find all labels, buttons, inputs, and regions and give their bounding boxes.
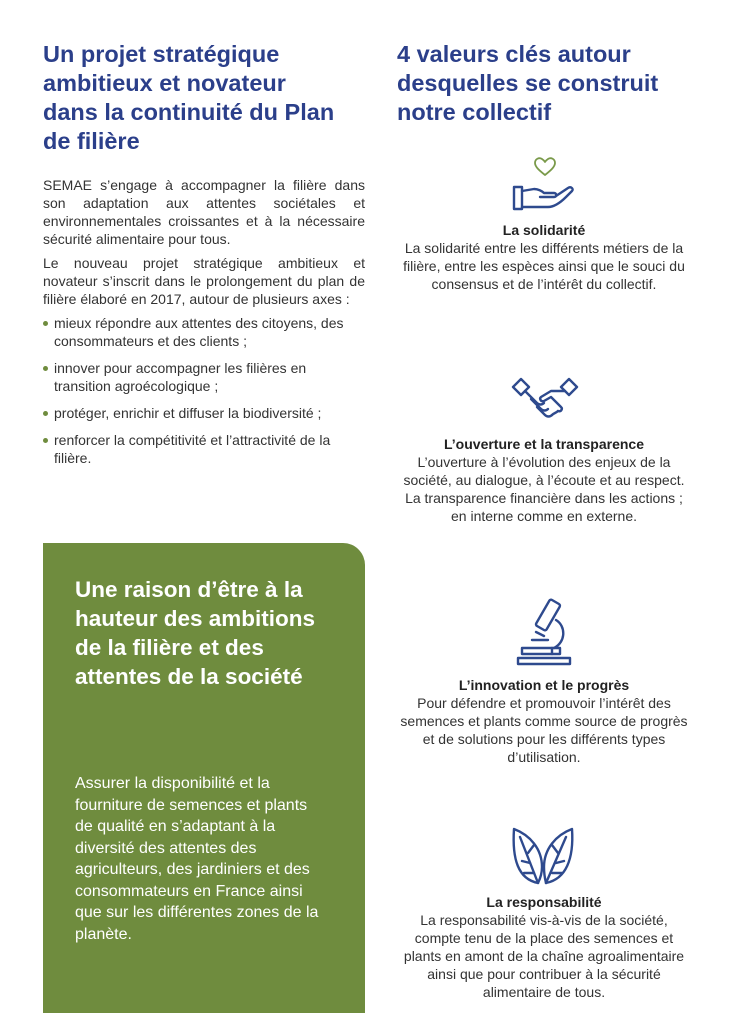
value-description: La solidarité entre les différents métiers de la filière, entre les espèces ainsi que le souci du consensus et de l’intérêt du collectif. xyxy=(403,240,685,292)
axis-item: mieux répondre aux attentes des citoyens, des consommateurs et des clients ; xyxy=(43,314,365,350)
value-openness xyxy=(400,435,688,525)
value-solidarity xyxy=(400,221,688,293)
value-description: La responsabilité vis-à-vis de la société, compte tenu de la place des semences et plants en amont de la chaîne agroalimentaire ainsi que pour contribuer à la sécurité alimentaire de tous. xyxy=(403,912,685,1000)
axis-item: renforcer la compétitivité et l’attractivité de la filière. xyxy=(43,431,365,467)
values-section-title: 4 valeurs clés autour desquelles se construit notre collectif xyxy=(397,41,659,125)
value-innovation xyxy=(400,676,688,766)
microscope-icon xyxy=(514,596,574,668)
value-title: L’innovation et le progrès xyxy=(458,677,630,693)
left-section-title: Un projet stratégique ambitieux et novateur dans la continuité du Plan de filière xyxy=(43,41,335,154)
axes-list xyxy=(43,314,365,467)
value-description: L’ouverture à l’évolution des enjeux de la société, au dialogue, à l’écoute et au respect. La transparence financière dans les actions ; en interne comme en externe. xyxy=(403,454,685,524)
left-section-body xyxy=(43,176,365,476)
value-responsibility xyxy=(400,893,688,1001)
handshake-icon xyxy=(509,369,581,427)
raison-d-etre-box xyxy=(43,543,365,1013)
raison-d-etre-text: Assurer la disponibilité et la fourniture de semences et plants de qualité en s’adaptant à la diversité des attentes des agriculteurs, des jardiniers et des consommateurs en France ainsi que sur les différentes zones de la planète. xyxy=(75,775,319,943)
value-title: La responsabilité xyxy=(486,894,602,910)
raison-d-etre-title: Une raison d’être à la hauteur des ambitions de la filière et des attentes de la société xyxy=(75,577,316,689)
value-description: Pour défendre et promouvoir l’intérêt des semences et plants comme source de progrès et de solutions pour les différents types d’utilisation. xyxy=(400,695,688,765)
project-paragraph: Le nouveau projet stratégique ambitieux et novateur s’inscrit dans le prolongement du plan de filière élaboré en 2017, autour de plusieurs axes : xyxy=(43,255,365,307)
value-title: La solidarité xyxy=(502,222,586,238)
axis-item: innover pour accompagner les filières en transition agroécologique ; xyxy=(43,359,365,395)
axis-item: protéger, enrichir et diffuser la biodiversité ; xyxy=(43,404,365,422)
heart-hand-icon xyxy=(510,155,580,217)
intro-paragraph: SEMAE s’engage à accompagner la filière dans son adaptation aux attentes sociétales et environnementales croissantes et à la nécessaire sécurité alimentaire pour tous. xyxy=(43,177,365,247)
leaves-icon xyxy=(508,823,578,889)
value-title: L’ouverture et la transparence xyxy=(444,436,644,452)
